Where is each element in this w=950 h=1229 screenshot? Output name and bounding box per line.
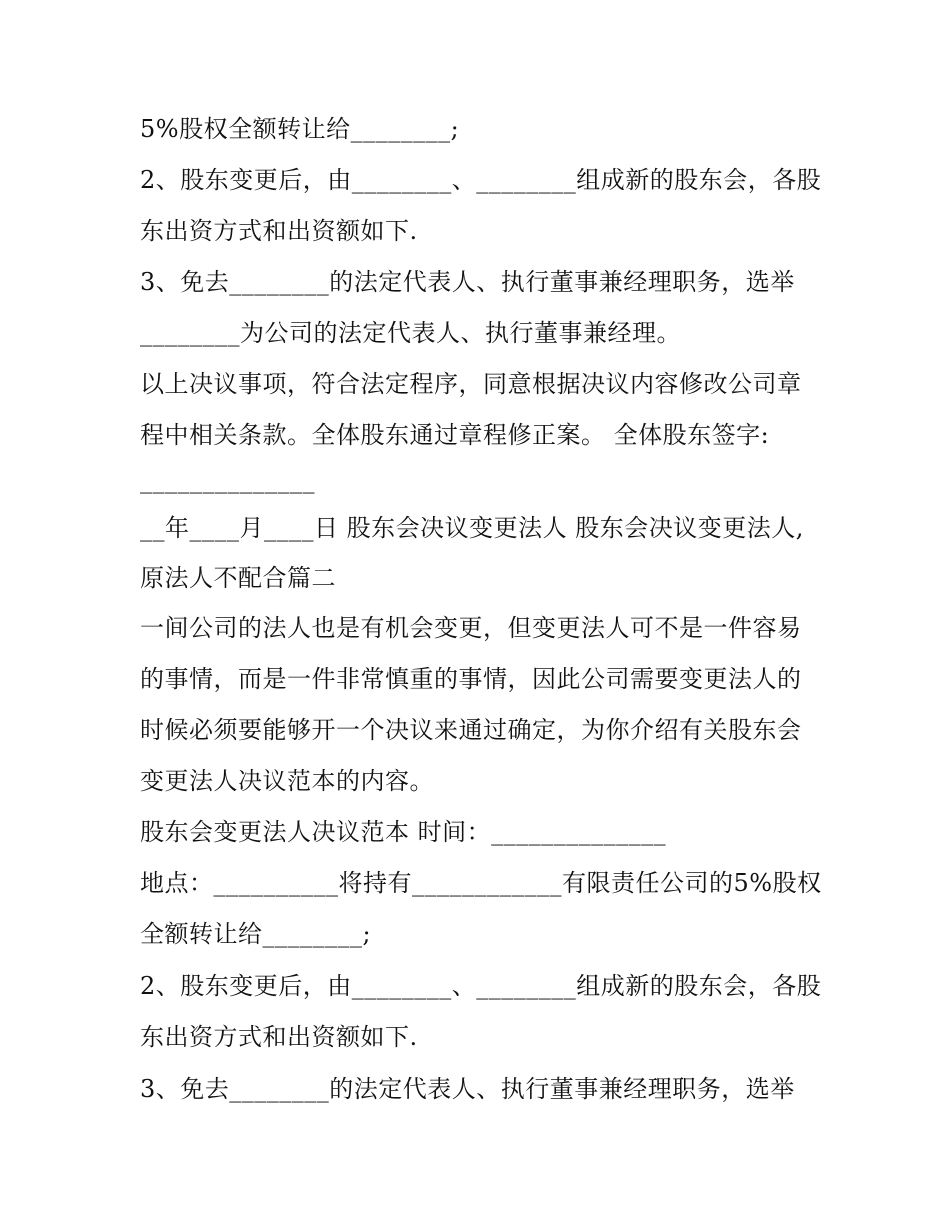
- text-line: 3、免去________的法定代表人、执行董事兼经理职务，选举: [140, 1075, 795, 1103]
- text-line: 东出资方式和出资额如下.: [140, 217, 418, 245]
- section-title: 原法人不配合篇二: [140, 564, 336, 592]
- text-line: 股东会变更法人决议范本 时间：______________: [140, 818, 667, 846]
- text-line: 3、免去________的法定代表人、执行董事兼经理职务，选举: [140, 268, 795, 296]
- text-line: 5%股权全额转让给________;: [140, 115, 460, 143]
- text-line: 的事情，而是一件非常慎重的事情，因此公司需要变更法人的: [140, 665, 802, 693]
- text-line: 东出资方式和出资额如下.: [140, 1023, 418, 1051]
- text-line: 一间公司的法人也是有机会变更，但变更法人可不是一件容易: [140, 614, 802, 642]
- text-line: 程中相关条款。全体股东通过章程修正案。 全体股东签字:: [140, 421, 770, 449]
- signature-line: ______________: [140, 466, 315, 494]
- text-line: 2、股东变更后，由________、________组成新的股东会，各股: [140, 972, 822, 1000]
- text-line: 全额转让给________;: [140, 920, 372, 948]
- text-line: 以上决议事项，符合法定程序，同意根据决议内容修改公司章: [140, 370, 802, 398]
- text-line: ________为公司的法定代表人、执行董事兼经理。: [140, 319, 681, 347]
- text-line: 变更法人决议范本的内容。: [140, 767, 434, 795]
- text-line: 时候必须要能够开一个决议来通过确定，为你介绍有关股东会: [140, 716, 802, 744]
- text-line: 2、股东变更后，由________、________组成新的股东会，各股: [140, 166, 822, 194]
- text-line: 地点：__________将持有____________有限责任公司的5%股权: [140, 869, 822, 897]
- text-line: __年____月____日 股东会决议变更法人 股东会决议变更法人,: [140, 514, 804, 542]
